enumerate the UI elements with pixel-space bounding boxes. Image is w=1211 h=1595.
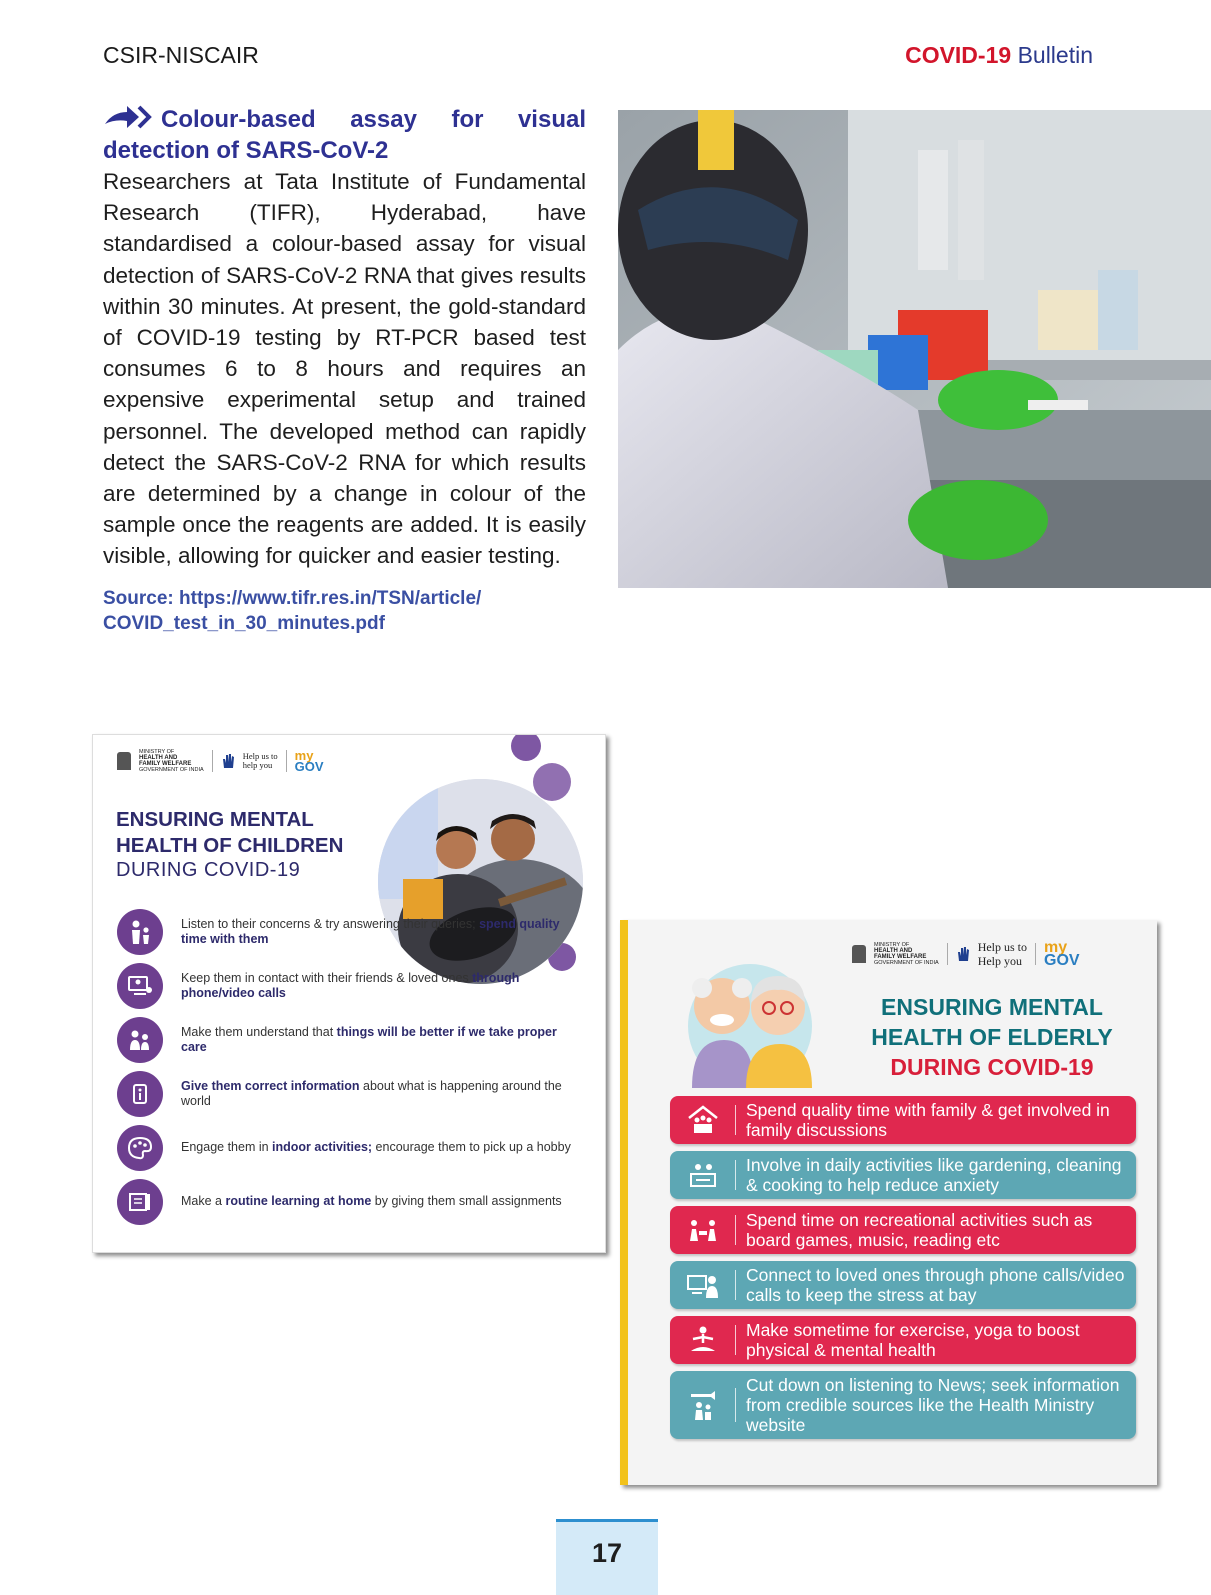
talking-people-icon <box>117 1017 163 1063</box>
elderly-tips-list <box>670 1096 1136 1446</box>
logo-divider <box>1035 943 1036 965</box>
paint-palette-icon <box>117 1125 163 1171</box>
poster-logos <box>852 940 1080 968</box>
article-source[interactable] <box>103 586 586 636</box>
cooking-icon <box>670 1160 736 1190</box>
article-title <box>103 104 586 135</box>
info-icon <box>117 1071 163 1117</box>
poster-elderly-title: ENSURING MENTAL HEALTH OF ELDERLY DURING COVID-19 <box>871 994 1113 1080</box>
virus-icon <box>533 763 571 801</box>
yoga-icon <box>670 1325 736 1355</box>
national-emblem-icon <box>117 752 131 770</box>
lab-photo-illustration <box>618 110 1211 588</box>
ministry-logo-text: MINISTRY OF HEALTH AND FAMILY WELFARE GOVERNMENT OF INDIA <box>874 942 939 966</box>
hand-icon <box>221 753 235 769</box>
video-call-icon <box>117 963 163 1009</box>
bulletin-title-word: Bulletin <box>1017 42 1093 68</box>
board-game-icon <box>670 1215 736 1245</box>
national-emblem-icon <box>852 945 866 963</box>
list-item: Give them correct information about what is happening around the world <box>117 1067 587 1121</box>
ministry-logo-text: MINISTRY OF HEALTH AND FAMILY WELFARE GOVERNMENT OF INDIA <box>139 749 204 773</box>
article-colour-assay <box>103 104 586 636</box>
list-item: Involve in daily activities like gardening, cleaning & cooking to help reduce anxiety <box>670 1151 1136 1199</box>
lab-researcher-photo <box>618 110 1211 588</box>
poster-logos <box>117 749 324 773</box>
list-item: Cut down on listening to News; seek information from credible sources like the Health Ministry website <box>670 1371 1136 1439</box>
list-item: Make a routine learning at home by giving them small assignments <box>117 1175 587 1229</box>
virus-icon <box>511 734 541 761</box>
list-item: Listen to their concerns & try answering their queries; spend quality time with them <box>117 905 587 959</box>
poster-children-subtitle: DURING COVID-19 <box>116 859 301 881</box>
bulletin-title-covid: COVID-19 <box>905 42 1012 68</box>
help-us-logo: Help us to help you <box>242 751 278 770</box>
bulletin-title <box>905 42 1093 69</box>
poster-children-title: ENSURING MENTAL HEALTH OF CHILDREN <box>116 808 344 857</box>
poster-accent-bar <box>620 920 628 1485</box>
logo-divider <box>212 750 213 772</box>
list-item: Make them understand that things will be better if we take proper care <box>117 1013 587 1067</box>
poster-mental-health-elderly <box>620 920 1157 1485</box>
elderly-couple-illustration <box>682 948 818 1088</box>
article-title-line2: detection of SARS-CoV-2 <box>103 137 389 164</box>
article-source-line2[interactable]: COVID_test_in_30_minutes.pdf <box>103 612 385 634</box>
list-item: Spend quality time with family & get involved in family discussions <box>670 1096 1136 1144</box>
article-body: Researchers at Tata Institute of Fundamental Research (TIFR), Hyderabad, have standardised a colour-based assay for visual detection of SARS-CoV-2 RNA that gives results within 30 minutes. At present, the gold-standard of COVID-19 testing by RT-PCR based test consumes 6 to 8 hours and requires an expensive experimental setup and trained personnel. The developed method can rapidly detect the SARS-CoV-2 RNA for which results are determined by a change in colour of the sample once the reagents are added. It is easily visible, allowing for quicker and easier testing. <box>103 169 586 569</box>
double-arrow-icon <box>103 104 155 130</box>
help-us-logo: Help us to Help you <box>977 940 1028 968</box>
children-tips-list <box>117 905 587 1229</box>
logo-divider <box>947 943 948 965</box>
book-icon <box>117 1179 163 1225</box>
article-source-line1[interactable]: Source: https://www.tifr.res.in/TSN/article/ <box>103 587 482 609</box>
mygov-logo: my GOV <box>294 748 324 774</box>
video-call-icon <box>670 1270 736 1300</box>
mute-news-icon <box>670 1388 736 1422</box>
page-number: 17 <box>556 1519 658 1595</box>
list-item: Connect to loved ones through phone calls/video calls to keep the stress at bay <box>670 1261 1136 1309</box>
list-item: Keep them in contact with their friends & loved ones through phone/video calls <box>117 959 587 1013</box>
hand-icon <box>956 946 970 962</box>
family-house-icon <box>670 1105 736 1135</box>
poster-mental-health-children <box>92 734 606 1253</box>
parent-child-icon <box>117 909 163 955</box>
list-item: Spend time on recreational activities such as board games, music, reading etc <box>670 1206 1136 1254</box>
publisher-name: CSIR-NISCAIR <box>103 42 259 68</box>
list-item: Engage them in indoor activities; encourage them to pick up a hobby <box>117 1121 587 1175</box>
list-item: Make sometime for exercise, yoga to boost physical & mental health <box>670 1316 1136 1364</box>
mygov-logo: my GOV <box>1044 939 1080 969</box>
logo-divider <box>286 750 287 772</box>
article-title-line1: Colour-based assay for visual <box>161 106 586 133</box>
